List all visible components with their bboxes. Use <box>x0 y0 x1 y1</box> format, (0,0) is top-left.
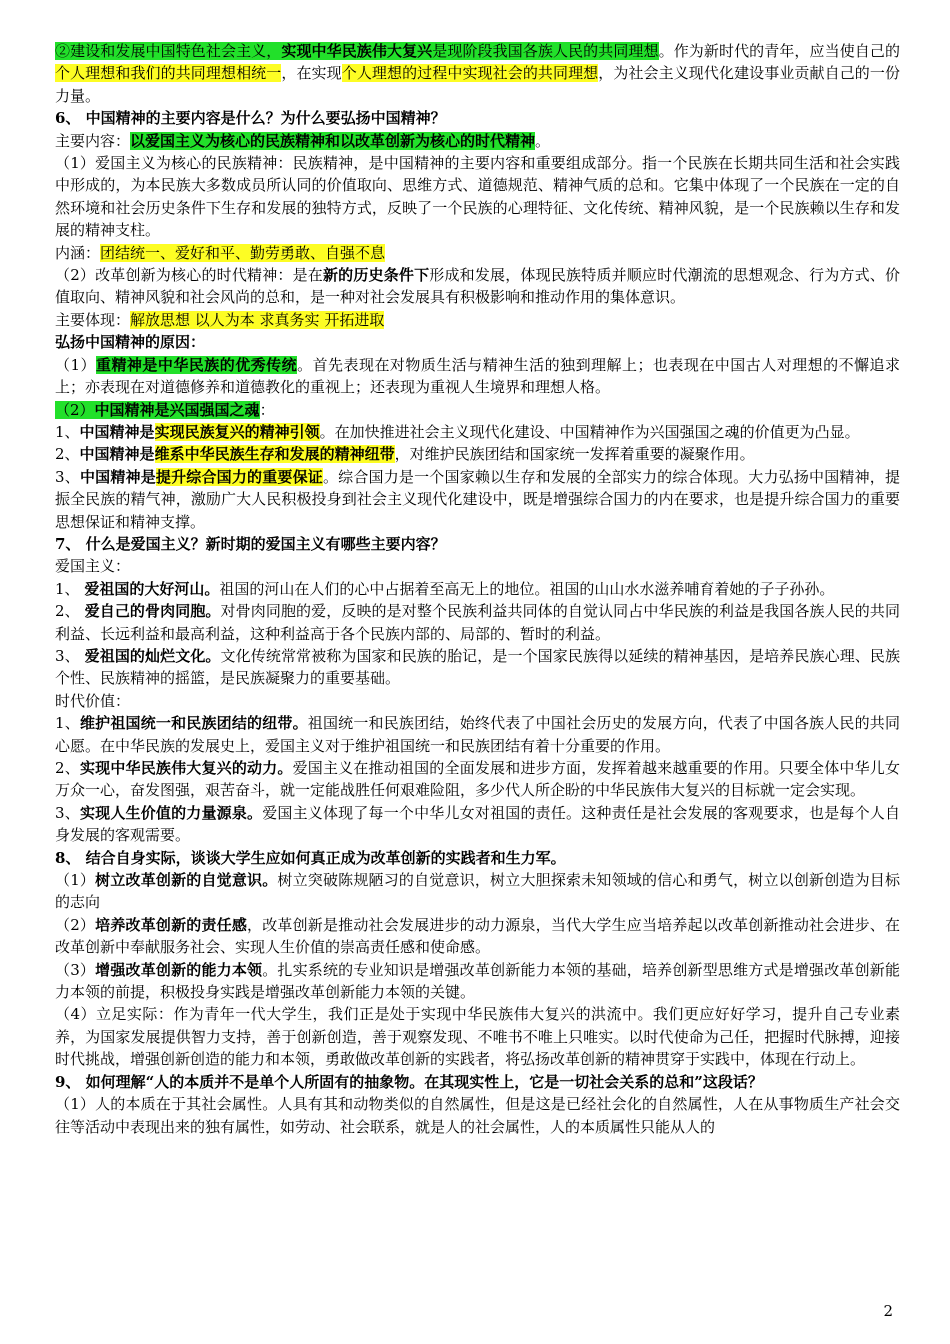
text-run: 8、 结合自身实际，谈谈大学生应如何真正成为改革创新的实践者和生力军。 <box>55 848 566 867</box>
text-run: 爱国主义在推动祖国的全面发展和进步方面，发挥着越来越重要的作用。只要全体中华儿女万众一心，奋发图强，艰苦奋斗，就一定能战胜任何艰难险阻，多少代人所企盼的中华民族伟大复兴的目标就一定会实现。 <box>55 759 900 800</box>
text-run: 2、 <box>55 445 80 464</box>
paragraph <box>55 757 900 802</box>
text-run: 内涵： <box>55 243 101 262</box>
text-run: 中国精神是 <box>79 467 156 486</box>
paragraph <box>55 443 900 465</box>
paragraph <box>55 1093 900 1138</box>
text-run: 。作为新时代的青年，应当使自己的 <box>658 42 900 60</box>
text-run: （1） <box>55 355 96 374</box>
text-run: ，对维护民族团结和国家统一发挥着重要的凝聚作用。 <box>394 445 755 464</box>
paragraph <box>55 645 900 690</box>
highlighted-text: 团结统一、爱好和平、勤劳勇敢、自强不息 <box>100 243 386 262</box>
text-run: 时代价值： <box>55 691 131 710</box>
text-run: 祖国的河山在人们的心中占据着至高无上的地位。祖国的山山水水滋养哺育着她的子子孙孙。 <box>219 579 835 598</box>
text-run: 树立改革创新的自觉意识。 <box>95 871 278 890</box>
paragraph <box>55 1003 900 1070</box>
text-run: 1、 <box>55 422 80 441</box>
highlighted-text: 中国精神是兴国强国之魂 <box>94 400 260 419</box>
text-run: 培养改革创新的责任感 <box>95 915 248 934</box>
highlighted-text: 以爱国主义为核心的民族精神和以改革创新为核心的时代精神 <box>130 131 536 150</box>
text-run: ，在实现 <box>281 64 342 83</box>
text-run: 增强改革创新的能力本领 <box>95 960 263 979</box>
highlighted-text: 提升综合国力的重要保证 <box>155 467 323 486</box>
text-run: 3、 <box>55 646 85 665</box>
text-run: 1、 <box>55 579 85 598</box>
text-run: （4）立足实际：作为青年一代大学生，我们正是处于实现中华民族伟大复兴的洪流中。我们更应好好学习，提升自己专业素养，为国家发展提供智力支持，善于创新创造，善于观察发现、不唯书不唯上只唯实。以时代使命为己任，把握时代脉搏，迎接时代挑战，增强创新创造的能力和本领，勇敢做改革创新的实践者，将弘扬改革创新的精神贯穿于实践中，体现在行动上。 <box>55 1005 900 1069</box>
text-run: 祖国统一和民族团结，始终代表了中国社会历史的发展方向，代表了中国各族人民的共同心愿。在中华民族的发展史上，爱国主义对于维护祖国统一和民族团结有着十分重要的作用。 <box>55 714 901 755</box>
text-run: 。 <box>535 131 551 150</box>
text-run: 新的历史条件下 <box>322 266 430 285</box>
text-run: 3、 <box>55 467 80 486</box>
section-heading <box>55 847 900 869</box>
text-run: （2） <box>55 915 96 934</box>
text-run: 7、 什么是爱国主义？新时期的爱国主义有哪些主要内容？ <box>55 534 446 553</box>
text-run: 维护祖国统一和民族团结的纽带。 <box>79 714 308 733</box>
section-heading <box>55 331 900 353</box>
paragraph <box>55 354 900 399</box>
highlighted-text: 是现阶段我国各族人民的共同理想 <box>432 42 659 60</box>
section-heading <box>55 1071 900 1093</box>
paragraph <box>55 959 900 1004</box>
text-run: 主要体现： <box>55 310 131 329</box>
text-run: （1）人的本质在于其社会属性。人具有其和动物类似的自然属性，但是这是已经社会化的自然属性，人在从事物质生产社会交往等活动中表现出来的独有属性，如劳动、社会联系，就是人的社会属性，人的本质属性只能从人的 <box>55 1095 900 1136</box>
text-run: 爱祖国的大好河山。 <box>84 579 220 598</box>
highlighted-text: 实现民族复兴的精神引领 <box>154 422 320 441</box>
highlighted-text: 个人理想和我们的共同理想相统一 <box>55 64 282 83</box>
paragraph <box>55 555 900 577</box>
text-run: ： <box>259 400 275 419</box>
text-run: 1、 <box>55 714 80 733</box>
text-run: 中国精神是 <box>79 422 155 441</box>
paragraph <box>55 600 900 645</box>
text-run: 爱祖国的灿烂文化。 <box>84 646 221 665</box>
text-run: （2）改革创新为核心的时代精神：是在 <box>55 266 323 285</box>
highlighted-text: 建设和发展中国特色社会主义， <box>70 42 282 60</box>
highlighted-text: 解放思想 以人为本 求真务实 开拓进取 <box>130 310 385 329</box>
text-run: 爱自己的骨肉同胞。 <box>84 602 221 621</box>
highlighted-text: ② <box>55 42 71 60</box>
text-run: 中国精神是 <box>79 445 155 464</box>
paragraph <box>55 130 900 152</box>
text-run: 9、 如何理解“人的本质并不是单个人所固有的抽象物。在其现实性上，它是一切社会关系的总和”这段话？ <box>55 1072 763 1091</box>
text-run: 。在加快推进社会主义现代化建设、中国精神作为兴国强国之魂的价值更为凸显。 <box>319 422 860 441</box>
section-heading <box>55 533 900 555</box>
text-run: 。扎实系统的专业知识是增强改革创新能力本领的基础，培养创新型思维方式是增强改革创新能力本领的前提，积极投身实践是增强改革创新能力本领的关键。 <box>55 960 900 1002</box>
paragraph <box>55 578 900 600</box>
paragraph <box>55 712 900 757</box>
paragraph <box>55 421 900 443</box>
text-run: 主要内容： <box>55 131 131 150</box>
highlighted-text: 维系中华民族生存和发展的精神纽带 <box>154 445 395 464</box>
paragraph <box>55 309 900 331</box>
text-run: 实现中华民族伟大复兴的动力。 <box>79 759 293 777</box>
highlighted-text: 实现中华民族伟大复兴 <box>281 42 433 60</box>
text-run: （1） <box>55 871 96 890</box>
text-run: 形成和发展，体现民族特质并顺应时代潮流的思想观念、行为方式、价值取向、精神风貌和社会风尚的总和，是一种对社会发展具有积极影响和推动作用的集体意识。 <box>55 266 900 307</box>
paragraph <box>55 869 900 914</box>
text-run: 爱国主义体现了每一个中华儿女对祖国的责任。这种责任是社会发展的客观要求，也是每个人自身发展的客观需要。 <box>55 803 900 845</box>
text-run: 树立突破陈规陋习的自觉意识，树立大胆探索未知领域的信心和勇气，树立以创新创造为目标的志向 <box>55 871 900 912</box>
text-run: 对骨肉同胞的爱，反映的是对整个民族利益共同体的自觉认同占中华民族的利益是我国各族人民的共同利益、长远利益和最高利益，这种利益高于各个民族内部的、局部的、暂时的利益。 <box>55 602 900 643</box>
paragraph <box>55 242 900 264</box>
page-number: 2 <box>883 1302 893 1320</box>
paragraph <box>55 690 900 712</box>
paragraph <box>55 399 900 421</box>
text-run: 文化传统常常被称为国家和民族的胎记，是一个国家民族得以延续的精神基因，是培养民族心理、民族个性、民族精神的摇篮，是民族凝聚力的重要基础。 <box>55 646 900 688</box>
paragraph <box>55 802 900 847</box>
paragraph <box>55 264 900 309</box>
highlighted-text: 个人理想的过程中实现社会的共同理想 <box>341 64 599 83</box>
text-run: 。综合国力是一个国家赖以生存和发展的全部实力的综合体现。大力弘扬中国精神，提振全民族的精气神，激励广大人民积极投身到社会主义现代化建设中，既是增强综合国力的内在要求，也是提升综合国力的重要思想保证和精神支撑。 <box>55 467 900 531</box>
document-body <box>55 40 900 1138</box>
section-heading <box>55 107 900 129</box>
text-run: ，改革创新是推动社会发展进步的动力源泉，当代大学生应当培养起以改革创新推动社会进步、在改革创新中奉献服务社会、实现人生价值的崇高责任感和使命感。 <box>55 915 900 957</box>
text-run: 2、 <box>55 602 85 621</box>
text-run: ，为社会主义现代化建设事业贡献自己的一份力量。 <box>55 64 900 105</box>
text-run: 3、 <box>55 803 80 822</box>
highlighted-text: 重精神是中华民族的优秀传统 <box>95 355 298 374</box>
text-run: （3） <box>55 960 96 979</box>
text-run: 6、 中国精神的主要内容是什么？为什么要弘扬中国精神？ <box>55 109 446 128</box>
highlighted-text: （2） <box>55 400 95 419</box>
text-run: 爱国主义： <box>55 557 131 576</box>
paragraph <box>55 152 900 242</box>
text-run: （1）爱国主义为核心的民族精神：民族精神，是中国精神的主要内容和重要组成部分。指一个民族在长期共同生活和社会实践中形成的，为本民族大多数成员所认同的价值取向、思维方式、道德规范、精神气质的总和。它集中体现了一个民族在一定的自然环境和社会历史条件下生存和发展的独特方式，反映了一个民族的心理特征、文化传统、精神风貌，是一个民族赖以生存和发展的精神支柱。 <box>55 154 900 240</box>
paragraph <box>55 466 900 533</box>
paragraph <box>55 914 900 959</box>
paragraph <box>55 40 900 107</box>
text-run: 。首先表现在对物质生活与精神生活的独到理解上；也表现在中国古人对理想的不懈追求上；亦表现在对道德修养和道德教化的重视上；还表现为重视人生境界和理想人格。 <box>55 355 900 397</box>
text-run: 弘扬中国精神的原因： <box>55 333 206 352</box>
text-run: 2、 <box>55 759 80 777</box>
text-run: 实现人生价值的力量源泉。 <box>79 803 263 822</box>
